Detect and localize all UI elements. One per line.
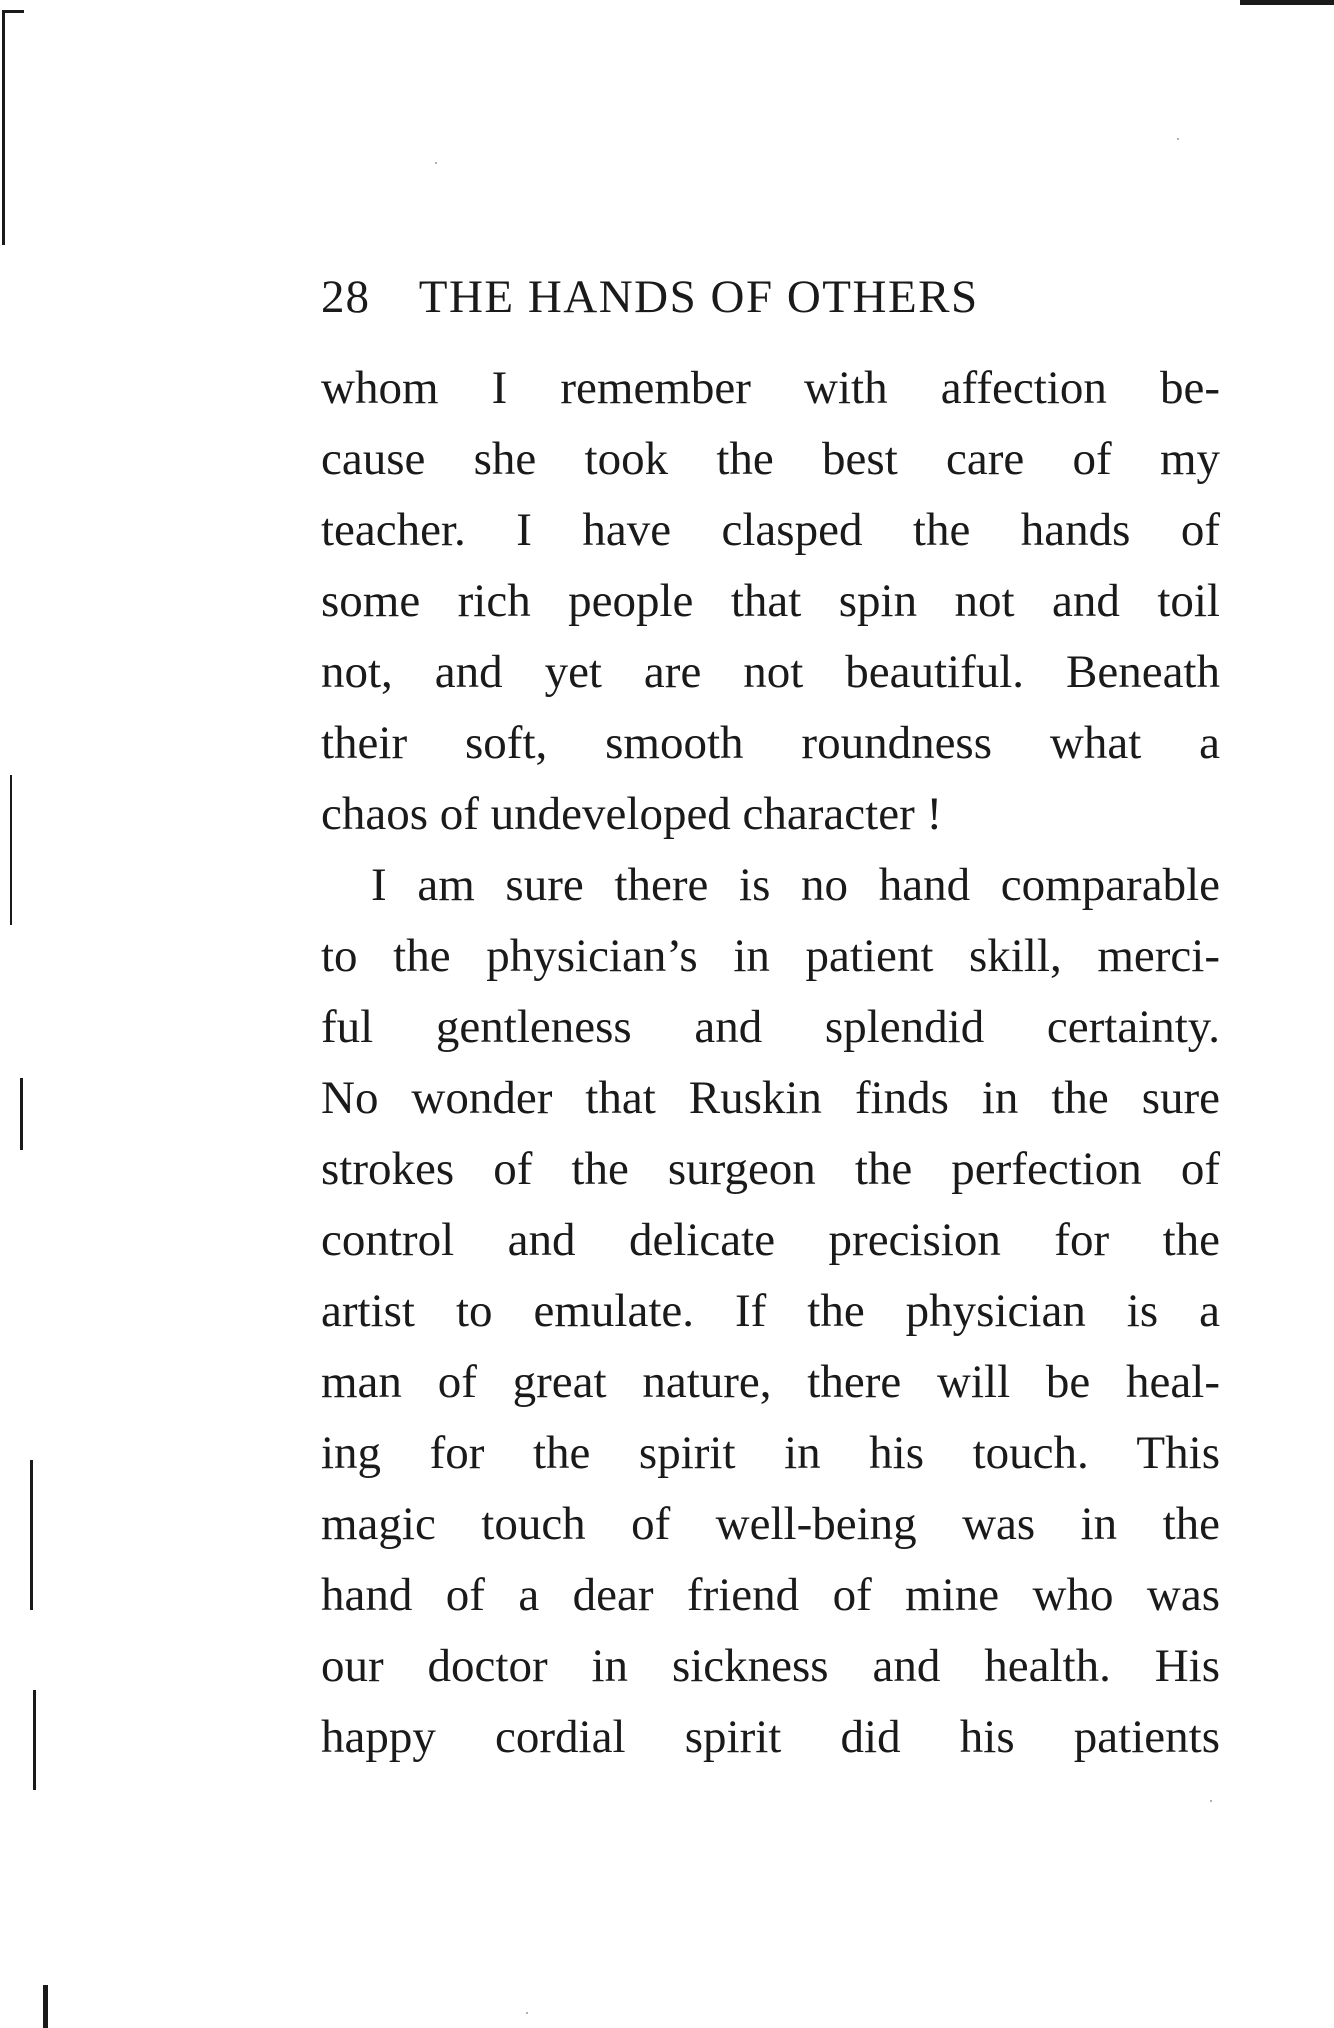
text-line: teacher. I have clasped the hands of (321, 504, 1220, 556)
text-line: to the physician’s in patient skill, merci- (321, 930, 1220, 982)
scan-edge-mark (20, 1078, 23, 1150)
text-line: man of great nature, there will be heal- (321, 1356, 1220, 1408)
text-line: strokes of the surgeon the perfection of (321, 1143, 1220, 1195)
scan-edge-mark (33, 1690, 36, 1790)
text-line: our doctor in sickness and health. His (321, 1640, 1220, 1692)
scan-speck (435, 162, 437, 164)
text-line: hand of a dear friend of mine who was (321, 1569, 1220, 1621)
text-line: ful gentleness and splendid certainty. (321, 1001, 1220, 1053)
text-line: some rich people that spin not and toil (321, 575, 1220, 627)
page-header (321, 262, 1221, 332)
scan-speck (1210, 1800, 1212, 1802)
text-line: control and delicate precision for the (321, 1214, 1220, 1266)
text-line: No wonder that Ruskin finds in the sure (321, 1072, 1220, 1124)
scan-edge-mark (43, 1985, 48, 2028)
text-line: their soft, smooth roundness what a (321, 717, 1220, 769)
text-line: chaos of undeveloped character ! (321, 788, 943, 840)
text-line: artist to emulate. If the physician is a (321, 1285, 1220, 1337)
text-line: ing for the spirit in his touch. This (321, 1427, 1220, 1479)
text-line: not, and yet are not beautiful. Beneath (321, 646, 1220, 698)
text-line: I am sure there is no hand comparable (371, 859, 1220, 911)
scan-speck (526, 2012, 528, 2014)
scan-edge-mark (30, 1460, 33, 1610)
running-head: THE HANDS OF OTHERS (418, 271, 979, 323)
text-line: whom I remember with affection be- (321, 362, 1220, 414)
scan-edge-mark (2, 10, 24, 13)
text-line: cause she took the best care of my (321, 433, 1220, 485)
scan-edge-mark (10, 775, 12, 925)
scan-speck (1177, 138, 1179, 140)
text-line: magic touch of well-being was in the (321, 1498, 1220, 1550)
scan-edge-mark (2, 10, 5, 245)
page-number: 28 (321, 271, 370, 323)
scan-edge-mark (1240, 0, 1334, 5)
text-line: happy cordial spirit did his patients (321, 1711, 1220, 1763)
